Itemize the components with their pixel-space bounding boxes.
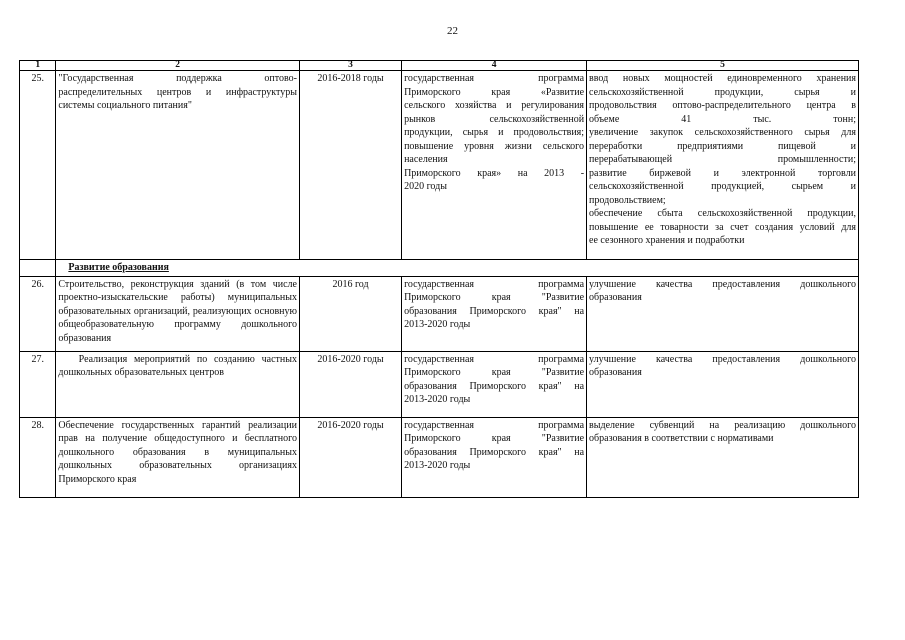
text-line: объеме 41 тыс. тонн; [589,113,856,125]
period: 2016-2020 годы [299,417,401,497]
result-cell [587,71,859,260]
text-line: государственная программа [404,73,585,84]
period: 2016-2018 годы [299,71,401,260]
text-line: государственная программа [404,419,585,431]
result-cell [587,417,859,497]
period: 2016-2020 годы [299,351,401,417]
column-header: 5 [587,61,859,71]
table-row [20,351,859,417]
text-line: переработки предприятиями пищевой и [589,140,856,152]
text-line: Приморского края» на 2013 - [404,167,585,179]
text-line: образования [589,292,642,303]
program-cell [402,351,587,417]
text-line: Приморского края "Развитие [404,433,585,444]
column-header: 1 [20,61,56,71]
row-number: 26. [20,276,56,351]
text-line: 2013-2020 годы [404,394,471,405]
text-line: рынков сельскохозяйственной [404,113,585,125]
section-title: Развитие образования [56,260,859,277]
column-header: 4 [402,61,587,71]
text-line: повышение уровня жизни сельского [404,140,585,152]
text-line: развитие биржевой и электронной торговли [589,167,856,179]
measure-name: Реализация мероприятий по созданию частных дошкольных образовательных центров [56,351,300,417]
text-line: Приморского края «Развитие [404,86,585,98]
text-line: образования Приморского края" на [404,380,585,392]
text-line: сельскохозяйственной продукцией, сырьем и [589,181,856,192]
column-header: 3 [299,61,401,71]
measures-table [19,60,859,498]
text-line: перерабатывающей промышленности; [589,154,856,165]
text-line: 2020 годы [404,181,447,192]
text-line: продовольствия оптово-распределительного центра в [589,100,856,111]
section-row [20,260,859,277]
text-line: населения [404,154,448,165]
text-line: обеспечение сбыта сельскохозяйственной продукции, [589,208,856,219]
program-cell [402,71,587,260]
measure-name: Обеспечение государственных гарантий реализации прав на получение общедоступного и бесплатного дошкольного образования в муниципальных дошкольных образовательных организациях Приморского края [56,417,300,497]
text-line: продовольствием; [589,194,666,206]
text-line: увеличение закупок сельскохозяйственного сырья для [589,127,856,138]
row-number: 27. [20,351,56,417]
result-cell [587,276,859,351]
text-line: Приморского края "Развитие [404,367,585,378]
text-line: государственная программа [404,278,585,290]
table-row [20,71,859,260]
text-line: образования в соответствии с нормативами [589,433,774,444]
table-row [20,276,859,351]
text-line: ее сезонного хранения и подработки [589,235,745,246]
text-line: улучшение качества предоставления дошкольного [589,353,856,365]
text-line: образования [589,367,642,378]
period: 2016 год [299,276,401,351]
program-cell [402,417,587,497]
text-line: улучшение качества предоставления дошкольного [589,278,856,290]
header-row [20,61,859,71]
text-line: выделение субвенций на реализацию дошкольного [589,419,856,431]
program-cell [402,276,587,351]
text-line: Приморского края "Развитие [404,292,585,303]
result-cell [587,351,859,417]
text-line: 2013-2020 годы [404,460,471,471]
table-row [20,417,859,497]
text-line: образования Приморского края" на [404,446,585,458]
text-line: государственная программа [404,353,585,365]
text-line: 2013-2020 годы [404,319,471,330]
row-number: 25. [20,71,56,260]
text-line: ввод новых мощностей единовременного хранения [589,73,856,84]
measure-name: "Государственная поддержка оптово-распределительных центров и инфраструктуры системы социального питания" [56,71,300,260]
measure-name: Строительство, реконструкция зданий (в том числе проектно-изыскательские работы) муниципальных образовательных организаций, реализующих основную общеобразовательную программу дошкольного образования [56,276,300,351]
text-line: сельского хозяйства и регулирования [404,100,585,111]
page-number: 22 [447,25,458,37]
text-line: повышение ее товарности за счет создания условий для [589,221,856,233]
text-line: образования Приморского края" на [404,305,585,317]
text-line: продукции, сырья и продовольствия; [404,127,585,138]
text-line: сельскохозяйственной продукции, сырья и [589,86,856,98]
row-number: 28. [20,417,56,497]
column-header: 2 [56,61,300,71]
